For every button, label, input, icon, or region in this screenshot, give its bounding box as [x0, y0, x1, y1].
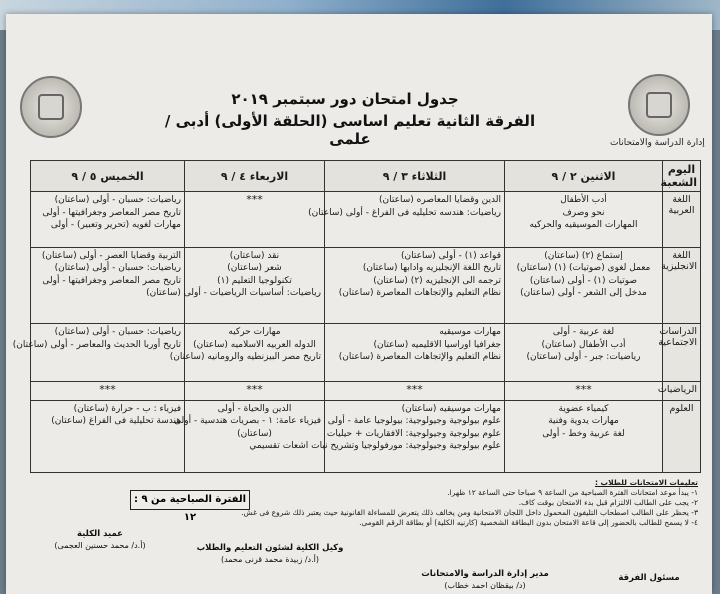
- exam-entry: أدب الأطفال (ساعتان): [541, 339, 626, 350]
- signature-name: (أ.د/ محمد حسنين العجمى): [54, 541, 146, 550]
- schedule-cell: [169, 324, 325, 382]
- note-item: ٢- يجب على الطالب الالتزام قبل بدء الامتحان بوقت كاف.: [518, 498, 698, 507]
- schedule-cell: [505, 400, 663, 472]
- exam-entry: تاريخ أوربا الحديث والمعاصر - أولى (ساعتان): [12, 339, 181, 350]
- schedule-cell: [505, 382, 663, 401]
- instructions-notes: [241, 478, 698, 528]
- university-logo-icon: [20, 76, 82, 138]
- schedule-cell: [31, 192, 185, 248]
- exam-entry: تاريخ مصر البيزنطيه والرومانيه (ساعتان): [169, 352, 321, 363]
- signature-footer: [30, 528, 700, 588]
- exam-entry: ***: [246, 383, 263, 397]
- exam-entry: مهارات موسيقيه: [439, 327, 501, 338]
- exam-entry: تاريخ مصر المعاصر وجغرافيتها - أولى: [42, 207, 181, 218]
- exam-entry: نظام التعليم والإتجاهات المعاصرة (ساعتان): [338, 288, 501, 299]
- exam-entry: قواعد (١) - أولى (ساعتان): [401, 250, 501, 261]
- signature-name: (أ.د/ زبيدة محمد قرنى محمد): [220, 555, 319, 564]
- exam-entry: ***: [99, 383, 116, 397]
- day-header-tuesday: الثلاثاء ٣ / ٩: [325, 161, 505, 192]
- signature-title: مسئول الفرقة: [618, 573, 680, 583]
- faculty-logo-icon: [628, 74, 690, 136]
- table-row: [31, 400, 701, 472]
- exam-entry: كيمياء عضوية: [558, 403, 609, 414]
- signature-title: عميد الكلية: [77, 529, 123, 539]
- exam-entry: مهارات يدوية وفنية: [548, 416, 619, 427]
- exam-entry: أدب الأطفال: [560, 195, 607, 205]
- schedule-cell: [146, 247, 325, 323]
- exam-entry: لغة عربية - أولى: [552, 327, 615, 338]
- exam-entry: تاريخ اللغة الإنجليزيه وادابها (ساعتان): [362, 263, 501, 274]
- schedule-cell: [505, 247, 663, 323]
- office-label: إدارة الدراسة والامتحانات: [610, 138, 705, 148]
- day-header-thursday: الخميس ٥ / ٩: [31, 161, 185, 192]
- corner-header: اليوم الشعبة: [663, 161, 701, 192]
- exam-entry: رياضيات: أساسيات الرياضيات - أولى (ساعتان): [146, 288, 321, 299]
- schedule-cell: [12, 324, 185, 382]
- signature-name: (د/ بيقظان احمد خطاب): [444, 581, 526, 590]
- exam-entry: علوم بيولوجية وجيولوجية: بيولوجيا عامة - أولى: [327, 416, 501, 427]
- schedule-cell: [31, 400, 185, 472]
- schedule-cell: [505, 324, 663, 382]
- signature-title: وكيل الكلية لشئون التعليم والطلاب: [196, 543, 344, 553]
- exam-entry: ***: [406, 383, 423, 397]
- exam-entry: معمل لغوى (صوتيات) (١) (ساعتان): [516, 263, 651, 274]
- subject-cell: الرياضيات: [663, 382, 701, 401]
- schedule-cell: [31, 382, 185, 401]
- signature-block: [604, 572, 694, 584]
- schedule-cell: [505, 192, 663, 248]
- day-header-wednesday: الاربعاء ٤ / ٩: [185, 161, 325, 192]
- schedule-cell: [185, 382, 325, 401]
- exam-entry: إستماع (٢) (ساعتان): [544, 250, 623, 261]
- page-subtitle: الفرقة الثانية تعليم اساسى (الحلقة الأولى) أدبى / علمى: [164, 112, 536, 148]
- exam-entry: الدوله العربيه الاسلاميه (ساعتان): [193, 339, 316, 350]
- exam-entry: رياضيات: جبر - أولى (ساعتان): [526, 352, 641, 363]
- exam-entry: ترجمه الى الإنجليزيه (٢) (ساعتان): [373, 275, 501, 286]
- exam-entry: لغة عربية وخط - أولى: [542, 428, 625, 439]
- exam-entry: التربية وقضايا العصر - أولى (ساعتان): [41, 250, 181, 261]
- schedule-cell: [325, 382, 505, 401]
- schedule-cell: [174, 400, 325, 472]
- subject-cell: العلوم: [663, 400, 701, 472]
- schedule-cell: [325, 247, 505, 323]
- exam-entry: نقد (ساعتان): [229, 250, 280, 261]
- exam-entry: صوتيات (١) - أولى (ساعتان): [529, 275, 638, 286]
- exam-entry: مدخل إلى الشعر - أولى (ساعتان): [520, 288, 647, 299]
- exam-entry: مهارات موسيقيه (ساعتان): [401, 403, 501, 414]
- exam-entry: رياضيات: هندسه تحليليه فى الفراغ - أولى (ساعتان): [308, 207, 501, 218]
- exam-entry: نظام التعليم والإتجاهات المعاصرة (ساعتان): [338, 352, 501, 363]
- exam-entry: رياضيات: حسبان - أولى (ساعتان): [54, 327, 181, 338]
- exam-entry: علوم بيولوجية وجيولوجية: مورفولوجيا وتشريح نبات اشعات تقسيمي: [249, 441, 501, 452]
- signature-block: [40, 528, 160, 552]
- signature-title: مدير إدارة الدراسة والامتحانات: [421, 569, 549, 579]
- table-row: [31, 192, 701, 248]
- exam-entry: فيزياء : ب - حرارة (ساعتان): [73, 403, 181, 414]
- schedule-cell: [31, 247, 185, 323]
- table-row: [31, 324, 701, 382]
- exam-entry: شعر (ساعتان): [227, 263, 282, 274]
- exam-entry: جغرافيا اوراسيا الاقليميه (ساعتان): [373, 339, 501, 350]
- exam-entry: نحو وصرف: [562, 207, 605, 218]
- table-row: [31, 382, 701, 401]
- exam-entry: (ساعتان): [237, 428, 272, 439]
- table-row: [31, 247, 701, 323]
- schedule-cell: [308, 192, 505, 248]
- exam-entry: المهارات الموسيقيه والحركيه: [529, 220, 638, 230]
- subject-cell: اللغة الانجليزية: [663, 247, 701, 323]
- exam-entry: هندسة تحليلية فى الفراغ (ساعتان): [51, 416, 181, 427]
- exam-entry: علوم بيولوجية وجيولوجية: الافقاريات + حيليات: [326, 428, 501, 439]
- page-title: جدول امتحان دور سبتمبر ٢٠١٩: [231, 90, 459, 108]
- exam-entry: رياضيات: حسبان - أولى (ساعتان): [54, 263, 181, 274]
- notes-heading: تعليمات الامتحانات للطلاب :: [594, 478, 698, 487]
- exam-entry: تكنولوجيا التعليم (١): [217, 275, 292, 286]
- note-item: ٤- لا يسمح للطالب بالحضور إلى قاعة الامتحان بدون البطاقة الشخصية (كارنيه الكلية) أو بطاقة الرقم القومى.: [359, 518, 698, 527]
- exam-entry: ***: [246, 193, 263, 206]
- exam-entry: ***: [575, 383, 592, 397]
- exam-entry: مهارات حركيه: [228, 327, 281, 338]
- day-header-monday: الاثنين ٢ / ٩: [505, 161, 663, 192]
- signature-block: [180, 542, 360, 566]
- note-item: ٣- يحظر على الطالب اصطحاب التليفون المحمول داخل اللجان الامتحانية ومن يخالف ذلك يتعرض للمساءلة القانونية حيث يعتبر ذلك شروع فى غش.: [241, 508, 698, 517]
- signature-block: [410, 568, 560, 592]
- schedule-cell: [325, 324, 505, 382]
- exam-entry: الدين والحياة - أولى: [217, 403, 292, 414]
- subject-cell: اللغة العربية: [663, 192, 701, 248]
- table-header-row: [31, 161, 701, 192]
- exam-entry: مهارات لغويه (تحرير وتعبير) - أولى: [50, 220, 181, 230]
- schedule-cell: [185, 192, 325, 248]
- subject-cell: الدراسات الاجتماعية: [663, 324, 701, 382]
- exam-schedule-table: [12, 160, 701, 473]
- note-item: ١- يبدأ موعد امتحانات الفترة الصباحية من الساعة ٩ صباحا حتى الساعة ١٢ ظهرا.: [447, 488, 698, 497]
- exam-entry: الدين وقضايا المعاصره (ساعتان): [379, 195, 501, 205]
- exam-entry: فيزياء عامة: ١ - بصريات هندسية - أولى: [174, 416, 321, 427]
- exam-entry: رياضيات: حسبان - أولى (ساعتان): [54, 195, 181, 205]
- period-box: الفترة الصباحية من ٩ : ١٢: [130, 490, 250, 510]
- exam-entry: تاريخ مصر المعاصر وجغرافيتها - أولى: [42, 275, 181, 286]
